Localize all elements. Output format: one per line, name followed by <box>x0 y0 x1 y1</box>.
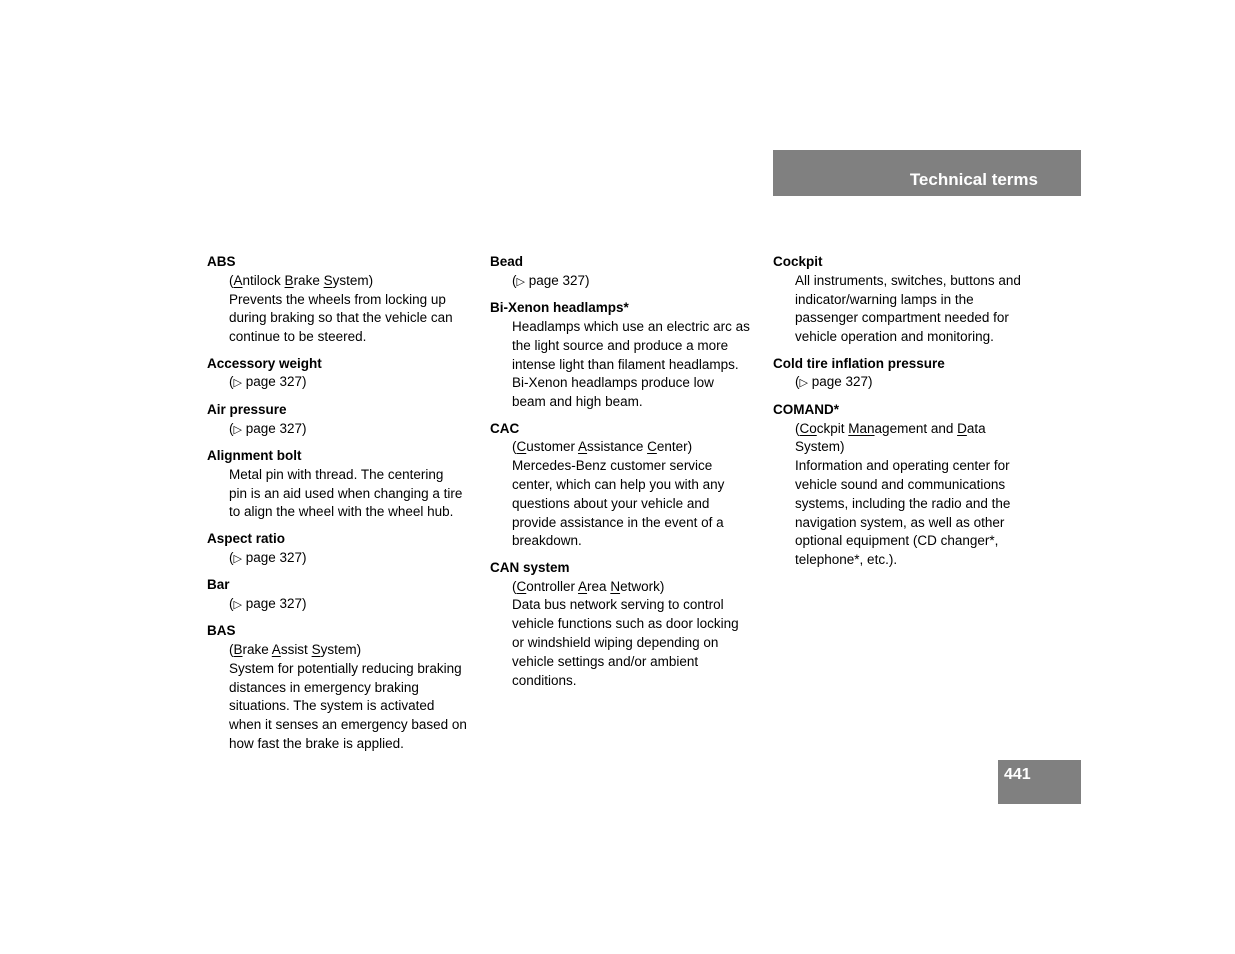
definition-line <box>512 615 760 634</box>
definition-line <box>229 660 477 679</box>
text-run: ( <box>229 549 234 565</box>
acronym-letter: B <box>284 272 294 288</box>
definition-line <box>512 672 760 691</box>
definition-line <box>229 420 477 440</box>
acronym-letter: S <box>323 272 333 288</box>
text-run: rake <box>293 272 324 288</box>
definition-line <box>229 595 477 615</box>
glossary-definition <box>207 595 477 615</box>
glossary-definition <box>207 272 477 347</box>
text-run: Prevents the wheels from locking up <box>229 291 446 307</box>
acronym-letter: A <box>233 272 243 288</box>
text-run: page 327) <box>241 595 307 611</box>
text-run: rea <box>587 578 611 594</box>
text-run: when it senses an emergency based on <box>229 717 467 733</box>
glossary-term: ABS <box>207 254 236 269</box>
text-run: ystem) <box>332 272 374 288</box>
definition-line <box>795 272 1045 291</box>
acronym-letter: Co <box>799 420 817 436</box>
text-run: ssist <box>280 641 312 657</box>
definition-line <box>512 374 760 393</box>
text-run: questions about your vehicle and <box>512 495 710 511</box>
glossary-entry <box>773 355 1045 394</box>
definition-line <box>512 438 760 457</box>
text-run: beam and high beam. <box>512 394 643 410</box>
definition-line <box>512 596 760 615</box>
definition-line <box>795 373 1045 393</box>
definition-line <box>229 328 477 347</box>
definition-line <box>512 578 760 597</box>
text-run: ( <box>512 578 517 594</box>
text-run: System) <box>795 439 845 455</box>
page-reference-arrow-icon: ▷ <box>799 377 808 390</box>
definition-line <box>229 735 477 754</box>
text-run: ( <box>795 374 800 390</box>
acronym-letter: C <box>516 439 527 455</box>
definition-line <box>512 457 760 476</box>
definition-line <box>229 641 477 660</box>
text-run: continue to be steered. <box>229 329 367 345</box>
text-run: ystem) <box>320 641 362 657</box>
definition-line <box>512 337 760 356</box>
text-run: ckpit <box>816 420 849 436</box>
glossary-term: Alignment bolt <box>207 447 302 463</box>
definition-line <box>795 328 1045 347</box>
definition-line <box>795 420 1045 439</box>
text-run: navigation system, as well as other <box>795 514 1005 530</box>
glossary-term: CAN system <box>490 559 570 575</box>
section-title: Technical terms <box>909 170 1038 189</box>
glossary-definition <box>207 641 477 754</box>
definition-line <box>795 309 1045 328</box>
section-header-bar <box>773 150 1081 196</box>
definition-line <box>512 495 760 514</box>
definition-line <box>229 549 477 569</box>
glossary-entry <box>207 253 477 347</box>
text-run: indicator/warning lamps in the <box>795 291 974 307</box>
text-run: ( <box>512 439 517 455</box>
glossary-column-2 <box>490 253 760 698</box>
text-run: ( <box>512 272 517 288</box>
text-run: page 327) <box>241 549 307 565</box>
text-run: Information and operating center for <box>795 458 1010 474</box>
definition-line <box>229 309 477 328</box>
text-run: ( <box>795 420 800 436</box>
glossary-entry <box>207 622 477 754</box>
definition-line <box>512 532 760 551</box>
page-number: 441 <box>1004 766 1031 783</box>
acronym-letter: A <box>271 641 281 657</box>
page-reference-arrow-icon: ▷ <box>233 552 242 565</box>
definition-line <box>229 272 477 291</box>
page-reference-arrow-icon: ▷ <box>516 275 525 288</box>
glossary-column-1 <box>207 253 477 761</box>
text-run: breakdown. <box>512 533 582 549</box>
definition-line <box>512 514 760 533</box>
glossary-term: Aspect ratio <box>207 530 286 546</box>
text-run: ata <box>966 420 986 436</box>
definition-line <box>512 356 760 375</box>
definition-line <box>795 291 1045 310</box>
glossary-term: CAC <box>490 420 520 436</box>
glossary-entry <box>490 253 760 292</box>
glossary-entry <box>773 401 1045 570</box>
acronym-letter: D <box>957 420 967 436</box>
definition-line <box>229 697 477 716</box>
acronym-letter: Man <box>848 420 875 436</box>
text-run: optional equipment (CD changer*, <box>795 533 999 549</box>
glossary-definition <box>207 466 477 522</box>
glossary-definition <box>773 373 1045 393</box>
text-run: pin is an aid used when changing a tire <box>229 485 463 501</box>
text-run: the light source and produce a more <box>512 337 729 353</box>
definition-line <box>512 272 760 292</box>
text-run: agement and <box>874 420 958 436</box>
glossary-column-3 <box>773 253 1045 578</box>
definition-line <box>795 514 1045 533</box>
glossary-definition <box>490 318 760 412</box>
text-run: ssistance <box>587 439 648 455</box>
acronym-letter: B <box>233 641 243 657</box>
glossary-definition <box>207 549 477 569</box>
text-run: ontroller <box>526 578 579 594</box>
text-run: intense light than filament headlamps. <box>512 356 739 372</box>
glossary-term: Bar <box>207 576 230 592</box>
glossary-entry <box>207 355 477 394</box>
glossary-definition <box>207 373 477 393</box>
definition-line <box>229 373 477 393</box>
glossary-term: COMAND* <box>773 401 839 417</box>
text-run: situations. The system is activated <box>229 698 435 714</box>
text-run: ustomer <box>526 439 579 455</box>
definition-line <box>512 393 760 412</box>
glossary-entry <box>207 401 477 440</box>
text-run: vehicle functions such as door locking <box>512 616 739 632</box>
text-run: ( <box>229 272 234 288</box>
text-run: System for potentially reducing braking <box>229 660 462 676</box>
text-run: page 327) <box>241 420 307 436</box>
definition-line <box>795 532 1045 551</box>
acronym-letter: C <box>516 578 527 594</box>
text-run: systems, including the radio and the <box>795 495 1011 511</box>
glossary-term: Accessory weight <box>207 355 322 371</box>
glossary-entry <box>490 299 760 412</box>
text-run: distances in emergency braking <box>229 679 419 695</box>
text-run: rake <box>242 641 272 657</box>
glossary-definition <box>207 420 477 440</box>
definition-line <box>795 457 1045 476</box>
glossary-term: Bead <box>490 254 524 269</box>
definition-line <box>512 634 760 653</box>
glossary-definition <box>490 438 760 551</box>
glossary-term: Cold tire inflation pressure <box>773 355 945 371</box>
text-run: vehicle settings and/or ambient <box>512 653 699 669</box>
definition-line <box>512 476 760 495</box>
text-run: conditions. <box>512 672 577 688</box>
acronym-letter: N <box>610 578 621 594</box>
glossary-entry <box>207 576 477 615</box>
definition-line <box>229 466 477 485</box>
glossary-definition <box>773 420 1045 570</box>
text-run: center, which can help you with any <box>512 476 725 492</box>
definition-line <box>795 551 1045 570</box>
glossary-entry <box>490 559 760 691</box>
text-run: Headlamps which use an electric arc as <box>512 318 750 334</box>
text-run: page 327) <box>241 374 307 390</box>
acronym-letter: A <box>578 578 588 594</box>
text-run: vehicle operation and monitoring. <box>795 329 994 345</box>
text-run: enter) <box>656 439 693 455</box>
glossary-definition <box>490 272 760 292</box>
text-run: All instruments, switches, buttons and <box>795 272 1021 288</box>
glossary-definition <box>490 578 760 691</box>
definition-line <box>512 653 760 672</box>
definition-line <box>229 503 477 522</box>
text-run: Mercedes-Benz customer service <box>512 458 713 474</box>
definition-line <box>795 438 1045 457</box>
text-run: page 327) <box>524 272 590 288</box>
definition-line <box>229 679 477 698</box>
glossary-entry <box>773 253 1045 347</box>
definition-line <box>229 291 477 310</box>
glossary-term: Air pressure <box>207 401 287 417</box>
acronym-letter: S <box>311 641 321 657</box>
text-run: during braking so that the vehicle can <box>229 310 453 326</box>
text-run: provide assistance in the event of a <box>512 514 724 530</box>
text-run: etwork) <box>620 578 665 594</box>
page-reference-arrow-icon: ▷ <box>233 423 242 436</box>
page-reference-arrow-icon: ▷ <box>233 377 242 390</box>
text-run: to align the wheel with the wheel hub. <box>229 504 454 520</box>
acronym-letter: C <box>647 439 657 455</box>
text-run: or windshield wiping depending on <box>512 634 719 650</box>
glossary-entry <box>207 447 477 522</box>
text-run: Bi-Xenon headlamps produce low <box>512 375 714 391</box>
text-run: ( <box>229 420 234 436</box>
definition-line <box>229 485 477 504</box>
definition-line <box>795 476 1045 495</box>
glossary-entry <box>207 530 477 569</box>
text-run: vehicle sound and communications <box>795 476 1006 492</box>
glossary-term: BAS <box>207 623 236 639</box>
glossary-definition <box>773 272 1045 347</box>
text-run: Data bus network serving to control <box>512 597 724 613</box>
text-run: passenger compartment needed for <box>795 310 1009 326</box>
acronym-letter: A <box>578 439 588 455</box>
text-run: page 327) <box>807 374 873 390</box>
text-run: ( <box>229 374 234 390</box>
text-run: Metal pin with thread. The centering <box>229 466 444 482</box>
definition-line <box>795 495 1045 514</box>
page-number-box <box>998 760 1081 804</box>
text-run: ( <box>229 595 234 611</box>
text-run: ntilock <box>242 272 285 288</box>
text-run: telephone*, etc.). <box>795 552 898 568</box>
text-run: how fast the brake is applied. <box>229 735 404 751</box>
glossary-term: Cockpit <box>773 254 823 269</box>
definition-line <box>229 716 477 735</box>
definition-line <box>512 318 760 337</box>
page-reference-arrow-icon: ▷ <box>233 598 242 611</box>
text-run: ( <box>229 641 234 657</box>
glossary-term: Bi-Xenon headlamps* <box>490 300 629 316</box>
glossary-entry <box>490 420 760 552</box>
